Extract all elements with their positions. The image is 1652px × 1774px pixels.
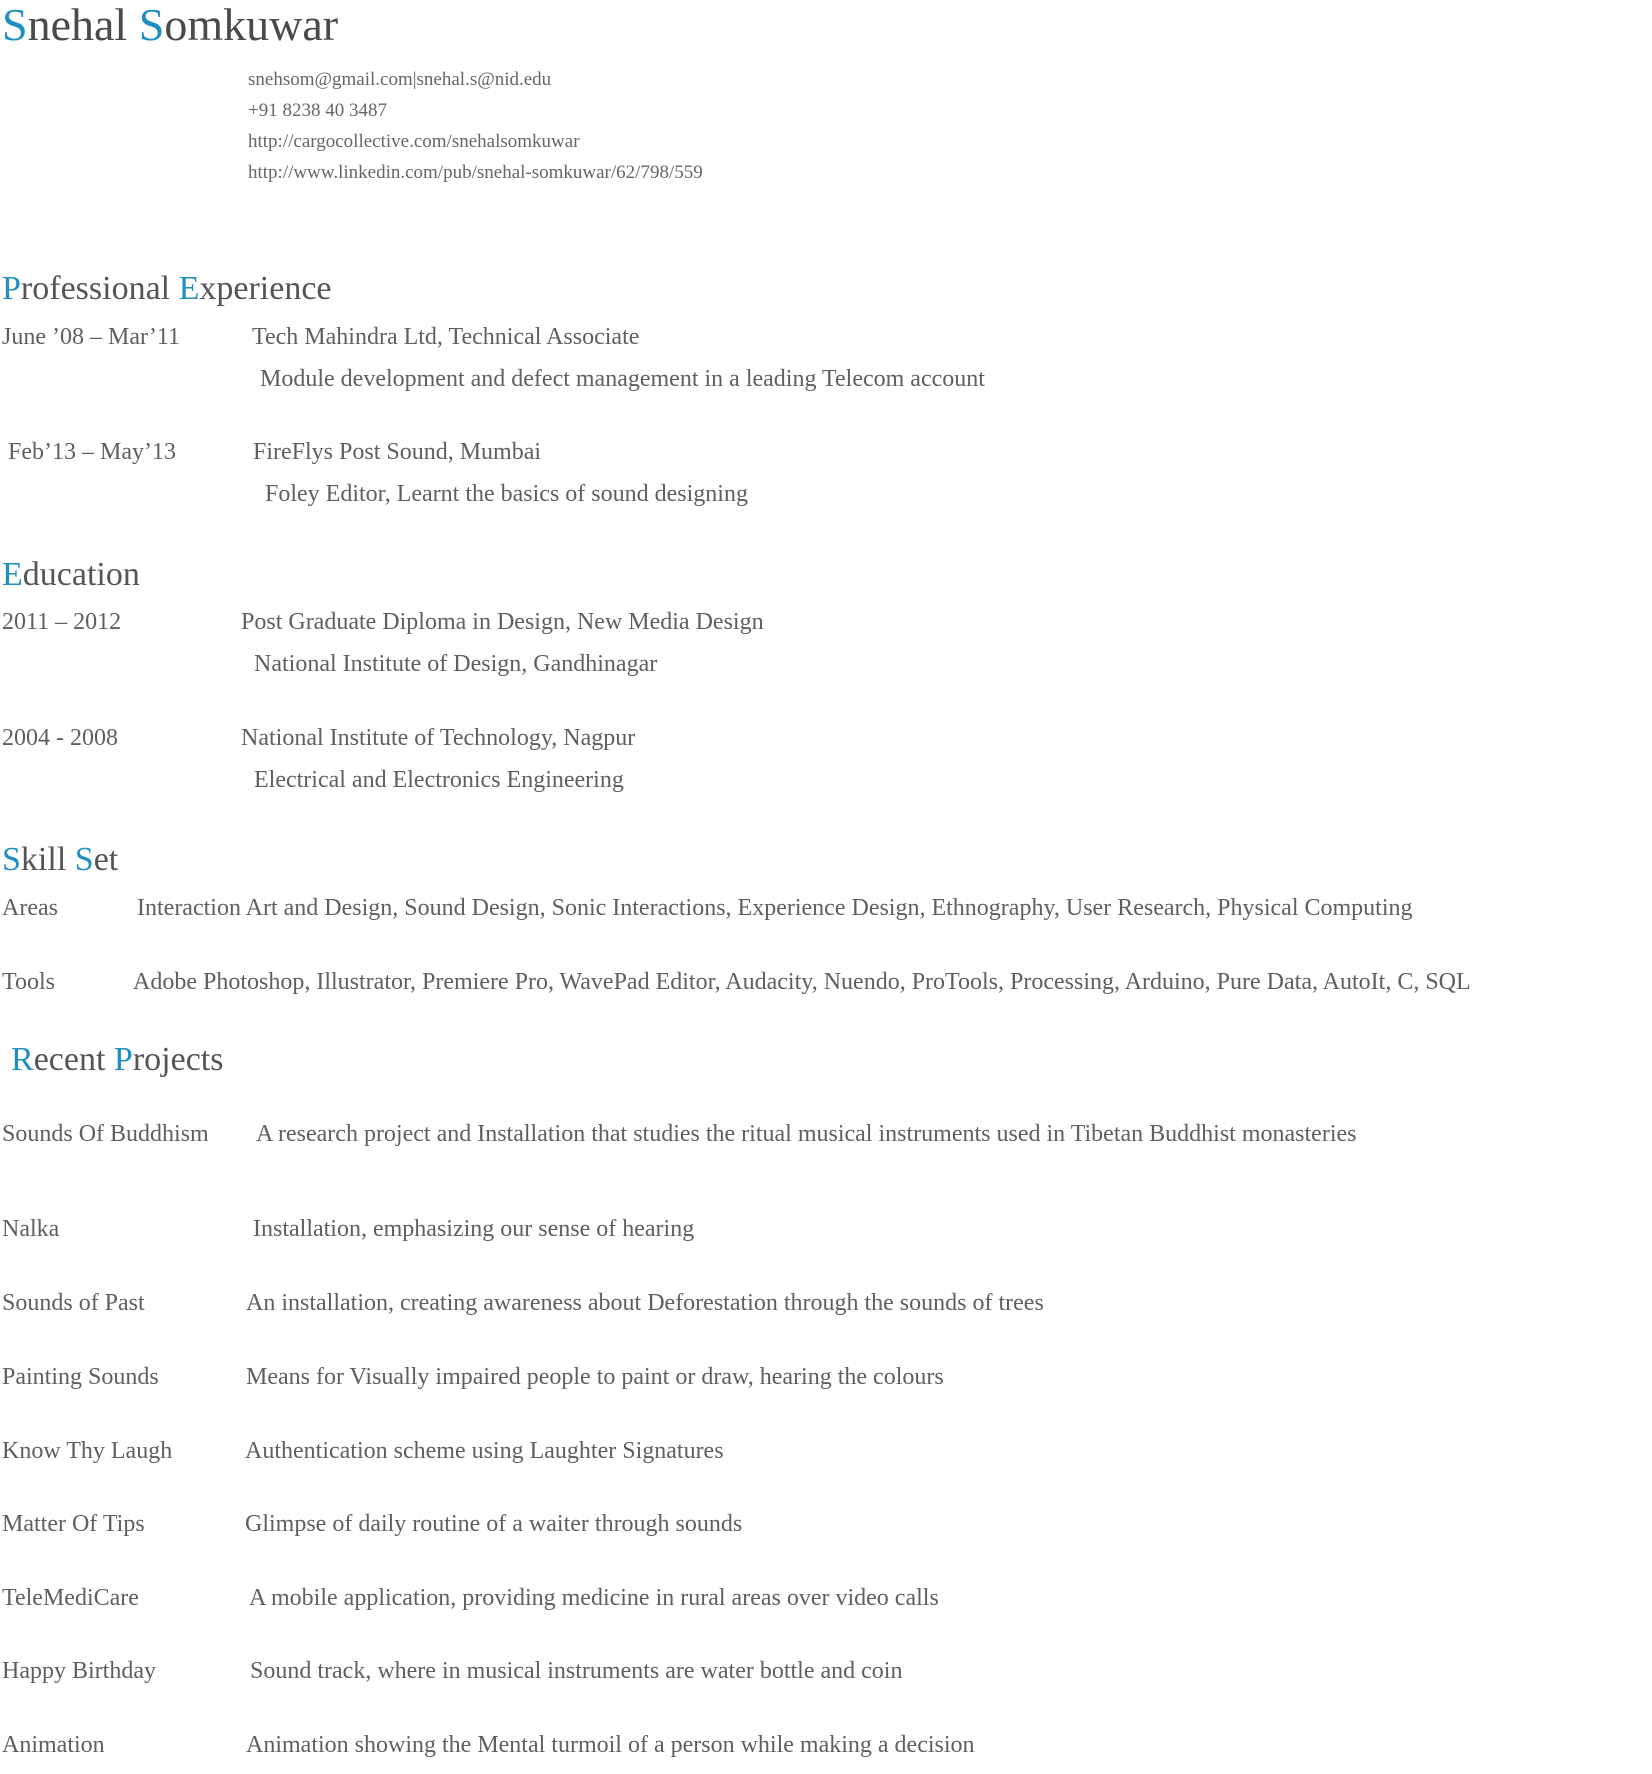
skills-tools-value: Adobe Photoshop, Illustrator, Premiere Pro, WavePad Editor, Audacity, Nuendo, ProTools, Processing, Arduino, Pure Data, AutoIt, C, SQL [133, 969, 1471, 995]
name-first-rest: nehal [27, 0, 139, 50]
project-name: Sounds Of Buddhism [2, 1121, 209, 1147]
heading-initial: P [113, 1041, 133, 1078]
heading-rest: rojects [132, 1041, 224, 1078]
skills-areas-label: Areas [2, 895, 58, 921]
heading-rest: ducation [22, 556, 140, 593]
project-name: Painting Sounds [2, 1364, 159, 1390]
education-date: 2011 – 2012 [2, 609, 122, 635]
education-heading [2, 558, 140, 592]
heading-rest: rofessional [20, 270, 179, 307]
heading-rest: ecent [33, 1041, 114, 1078]
heading-initial: S [2, 841, 21, 878]
heading-rest: et [93, 841, 119, 878]
education-detail: Electrical and Electronics Engineering [254, 767, 624, 793]
education-title: Post Graduate Diploma in Design, New Media Design [241, 609, 764, 635]
project-name: Happy Birthday [2, 1658, 156, 1684]
experience-detail: Foley Editor, Learnt the basics of sound designing [265, 481, 748, 507]
contact-phone: +91 8238 40 3487 [248, 100, 387, 121]
contact-portfolio-link[interactable]: http://cargocollective.com/snehalsomkuwar [248, 131, 580, 152]
project-name: Nalka [2, 1216, 60, 1242]
projects-heading [11, 1043, 223, 1077]
skills-areas-value: Interaction Art and Design, Sound Design, Sonic Interactions, Experience Design, Ethnography, User Research, Physical Computing [137, 895, 1413, 921]
project-name: TeleMediCare [2, 1585, 139, 1611]
heading-initial: P [2, 270, 21, 307]
project-description: Means for Visually impaired people to paint or draw, hearing the colours [246, 1364, 944, 1390]
project-name: Matter Of Tips [2, 1511, 145, 1537]
experience-heading [2, 272, 332, 306]
contact-emails[interactable]: snehsom@gmail.com|snehal.s@nid.edu [248, 69, 552, 90]
experience-title: FireFlys Post Sound, Mumbai [253, 439, 542, 465]
heading-rest: xperience [199, 270, 332, 307]
education-title: National Institute of Technology, Nagpur [241, 725, 636, 751]
name-last-rest: omkuwar [164, 0, 339, 50]
project-description: A research project and Installation that studies the ritual musical instruments used in Tibetan Buddhist monasteries [256, 1121, 1357, 1147]
contact-linkedin-link[interactable]: http://www.linkedin.com/pub/snehal-somkuwar/62/798/559 [248, 162, 703, 183]
heading-rest: kill [20, 841, 75, 878]
project-description: A mobile application, providing medicine in rural areas over video calls [249, 1585, 939, 1611]
project-description: Glimpse of daily routine of a waiter through sounds [245, 1511, 743, 1537]
project-description: Sound track, where in musical instruments are water bottle and coin [250, 1658, 903, 1684]
education-date: 2004 - 2008 [2, 725, 118, 751]
project-name: Animation [2, 1732, 105, 1758]
project-name: Know Thy Laugh [2, 1438, 173, 1464]
experience-detail: Module development and defect management in a leading Telecom account [260, 366, 985, 392]
name-initial-first: S [2, 0, 28, 50]
project-description: Authentication scheme using Laughter Signatures [245, 1438, 724, 1464]
name-initial-last: S [138, 0, 165, 50]
skills-tools-label: Tools [2, 969, 55, 995]
heading-initial: E [2, 556, 23, 593]
experience-date: June ’08 – Mar’11 [2, 324, 180, 350]
experience-title: Tech Mahindra Ltd, Technical Associate [252, 324, 640, 350]
project-description: An installation, creating awareness about Deforestation through the sounds of trees [246, 1290, 1044, 1316]
project-name: Sounds of Past [2, 1290, 145, 1316]
education-detail: National Institute of Design, Gandhinagar [254, 651, 658, 677]
resume-name [2, 2, 338, 48]
heading-initial: S [74, 841, 94, 878]
skills-heading [2, 843, 118, 877]
heading-initial: R [11, 1041, 34, 1078]
project-description: Animation showing the Mental turmoil of a person while making a decision [246, 1732, 975, 1758]
project-description: Installation, emphasizing our sense of hearing [253, 1216, 695, 1242]
heading-initial: E [178, 270, 200, 307]
experience-date: Feb’13 – May’13 [8, 439, 176, 465]
